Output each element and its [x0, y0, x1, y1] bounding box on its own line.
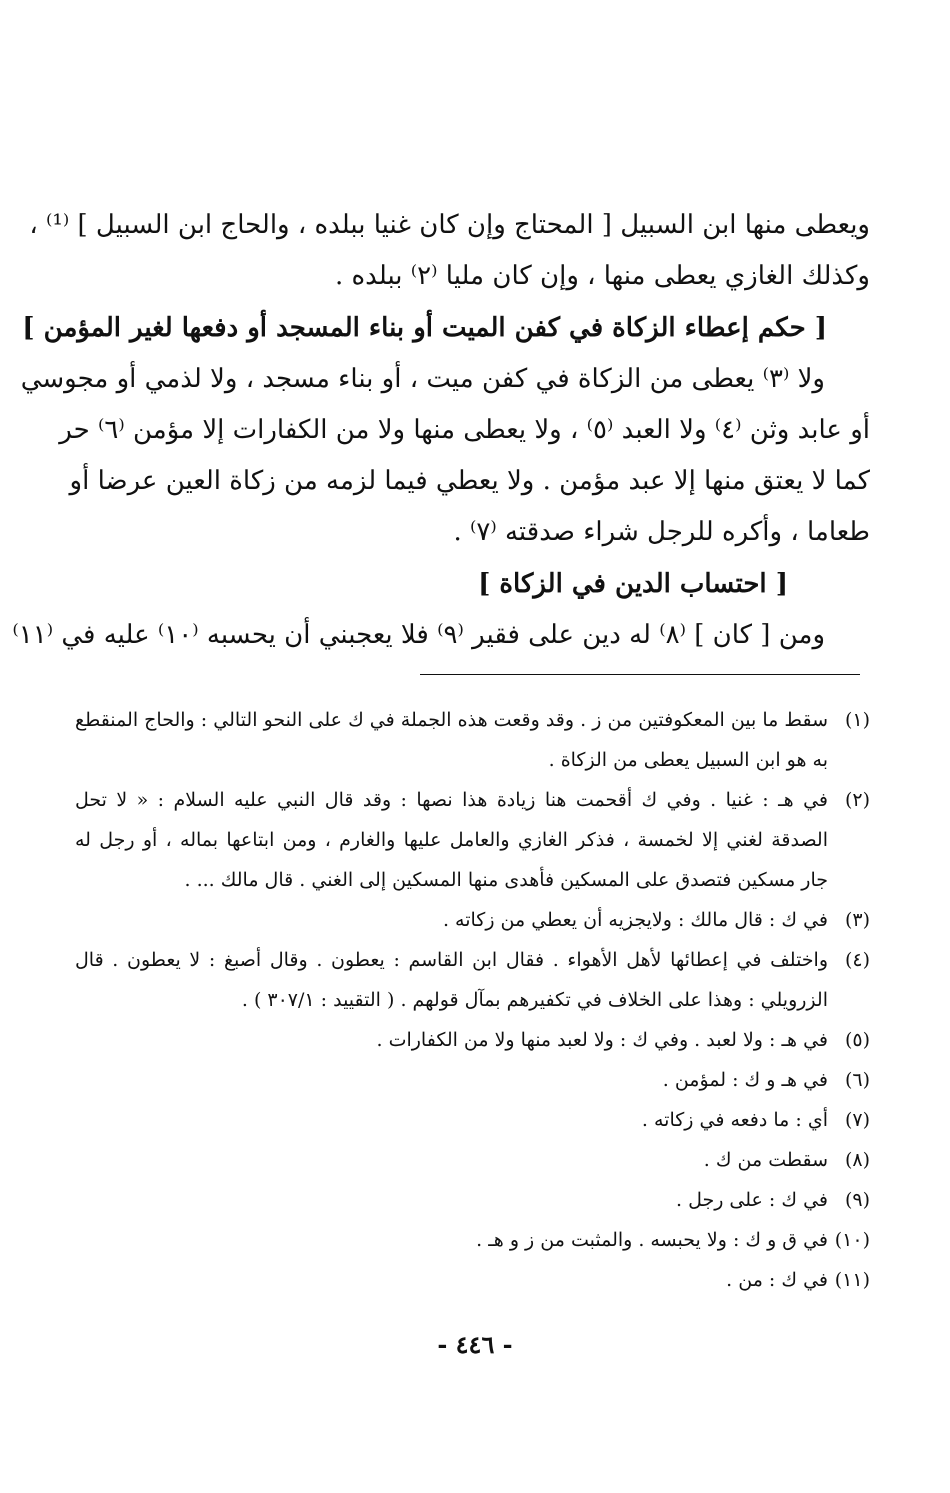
- footnote-line: واختلف في إعطائها لأهل الأهواء . فقال ابن القاسم : يعطون . وقال أصبغ : لا يعطون . قال: [75, 949, 828, 971]
- body-line: طعاما ، وأكره للرجل شراء صدقته ⁽٧⁾ .: [453, 517, 870, 547]
- footnote-number: (٦): [844, 1069, 870, 1091]
- footnote: [75, 700, 870, 780]
- footnote-line: في ك : قال مالك : ولايجزيه أن يعطي من زكاته .: [442, 909, 828, 931]
- body-line: ولا ⁽٣⁾ يعطى من الزكاة في كفن ميت ، أو بناء مسجد ، ولا لذمي أو مجوسي: [20, 364, 825, 394]
- footnote: [75, 1180, 870, 1220]
- section-heading: [ احتساب الدين في الزكاة ]: [478, 569, 788, 599]
- body-line: ومن [ كان ] ⁽٨⁾ له دين على فقير ⁽٩⁾ فلا يعجبني أن يحسبه ⁽١٠⁾ عليه في ⁽١١⁾: [12, 620, 825, 650]
- footnote: [75, 900, 870, 940]
- footnote-number: (١١): [834, 1269, 870, 1291]
- footnote-number: (٣): [844, 909, 870, 931]
- footnote-line: أي : ما دفعه في زكاته .: [641, 1109, 828, 1131]
- body-line: وكذلك الغازي يعطى منها ، وإن كان مليا ⁽٢⁾ ببلده .: [335, 261, 870, 291]
- footnote-number: (١): [844, 709, 870, 731]
- body-line: كما لا يعتق منها إلا عبد مؤمن . ولا يعطي فيما لزمه من زكاة العين عرضا أو: [69, 466, 870, 496]
- footnote: [75, 1100, 870, 1140]
- footnote-line: في ك : من .: [726, 1269, 828, 1291]
- footnote: [75, 1060, 870, 1100]
- footnote: [75, 1140, 870, 1180]
- footnote-line: به هو ابن السبيل يعطى من الزكاة .: [548, 749, 828, 771]
- footnotes: [75, 700, 870, 1300]
- footnote-line: في ق و ك : ولا يحبسه . والمثبت من ز و هـ .: [476, 1229, 828, 1251]
- section-heading: [ حكم إعطاء الزكاة في كفن الميت أو بناء المسجد أو دفعها لغير المؤمن ]: [22, 313, 827, 343]
- footnote-number: (١٠): [834, 1229, 870, 1251]
- footnote: [75, 1260, 870, 1300]
- footnote-line: في هـ و ك : لمؤمن .: [662, 1069, 828, 1091]
- main-text: [12, 200, 870, 661]
- footnote-line: سقط ما بين المعكوفتين من ز . وقد وقعت هذه الجملة في ك على النحو التالي : والحاج المنقطع: [75, 709, 828, 731]
- page-number: - ٤٤٦ -: [437, 1330, 513, 1359]
- footnote-line: الصدقة لغني إلا لخمسة ، فذكر الغازي والعامل عليها والغارم ، ومن ابتاعها بماله ، أو رجل له: [75, 829, 828, 851]
- body-line: ويعطى منها ابن السبيل [ المحتاج وإن كان غنيا ببلده ، والحاج ابن السبيل ] ⁽¹⁾ ،: [29, 210, 870, 240]
- footnote-number: (٢): [844, 789, 870, 811]
- footnote-number: (٩): [844, 1189, 870, 1211]
- footnote-number: (٧): [844, 1109, 870, 1131]
- footnote-line: في هـ : غنيا . وفي ك أقحمت هنا زيادة هذا نصها : وقد قال النبي عليه السلام : « لا تحل: [75, 789, 828, 811]
- footnote: [75, 1020, 870, 1060]
- footnote: [75, 940, 870, 1020]
- body-line: أو عابد وثن ⁽٤⁾ ولا العبد ⁽٥⁾ ، ولا يعطى منها ولا من الكفارات إلا مؤمن ⁽٦⁾ حر: [59, 415, 870, 445]
- footnote-line: الزرويلي : وهذا على الخلاف في تكفيرهم بمآل قولهم . ( التقييد : ٣٠٧/١ ) .: [241, 989, 828, 1011]
- footnote-line: سقطت من ك .: [703, 1149, 828, 1171]
- footnote-line: في هـ : ولا لعبد . وفي ك : ولا لعبد منها ولا من الكفارات .: [376, 1029, 828, 1051]
- footnote-divider: [420, 674, 860, 675]
- footnote: [75, 780, 870, 900]
- footnote-number: (٤): [844, 949, 870, 971]
- footnote-line: جار مسكين فتصدق على المسكين فأهدى منها المسكين إلى الغني . قال مالك ... .: [184, 869, 828, 891]
- footnote-line: في ك : على رجل .: [676, 1189, 828, 1211]
- footnote-number: (٥): [844, 1029, 870, 1051]
- footnote: [75, 1220, 870, 1260]
- footnote-number: (٨): [844, 1149, 870, 1171]
